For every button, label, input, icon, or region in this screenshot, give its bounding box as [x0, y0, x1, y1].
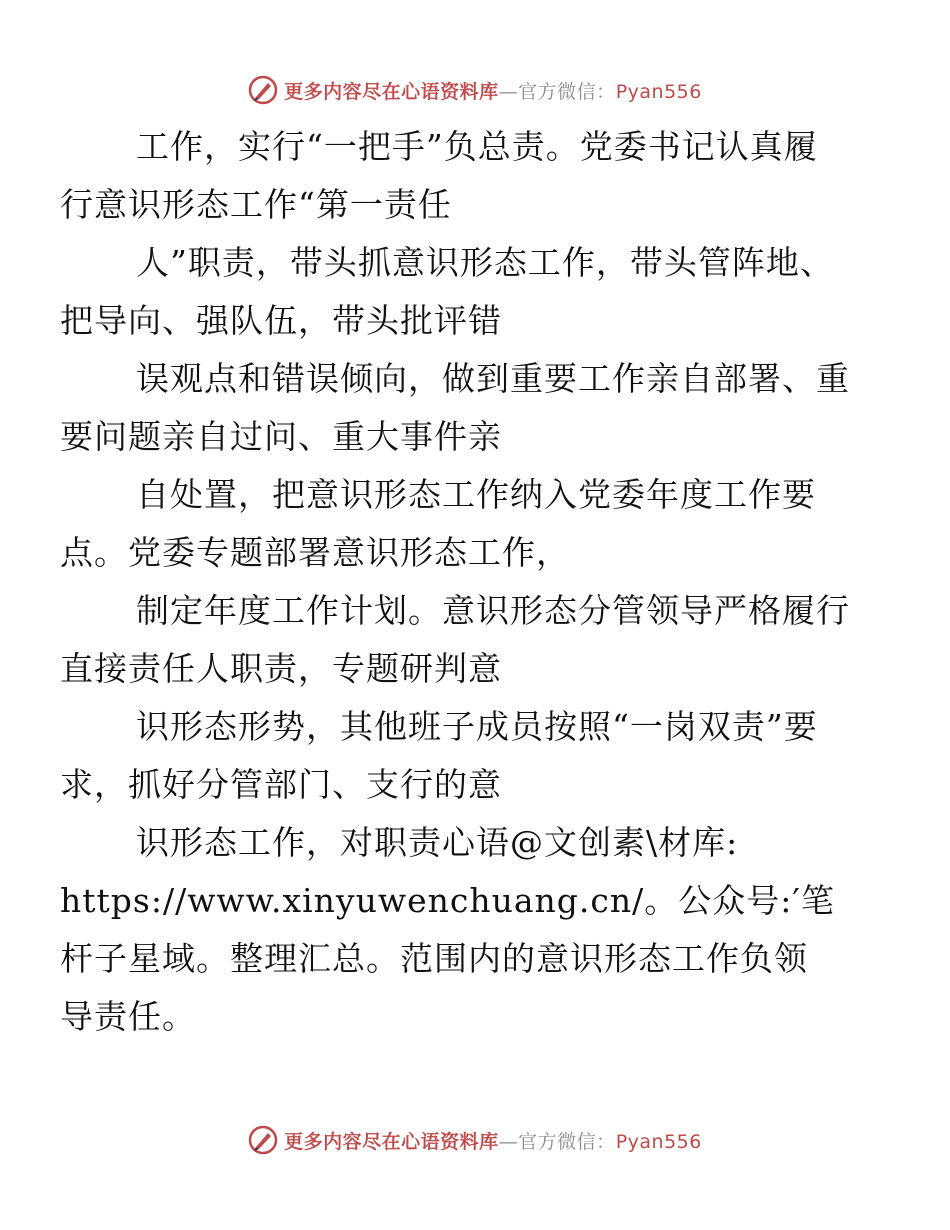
paragraph-1 [60, 118, 858, 234]
header-banner-label: 官方微信： [518, 80, 616, 103]
footer-banner-main: 更多内容尽在心语资料库 [284, 1130, 499, 1153]
text-line: 点。党委专题部署意识形态工作， [60, 533, 570, 572]
footer-banner [0, 1120, 950, 1160]
paragraph-6 [60, 698, 858, 814]
footer-banner-text [284, 1127, 702, 1154]
header-banner-main: 更多内容尽在心语资料库 [284, 80, 499, 103]
text-line: 要问题亲自过问、重大事件亲 [60, 417, 502, 456]
text-line: 杆子星域。整理汇总。范围内的意识形态工作负领 [60, 939, 808, 978]
text-line: 行意识形态工作“第一责任 [60, 185, 452, 224]
paragraph-7 [60, 814, 858, 1046]
paragraph-4 [60, 466, 858, 582]
footer-banner-id: Pyan556 [615, 1130, 702, 1153]
header-banner-dash: — [498, 80, 519, 103]
header-banner-text [284, 77, 702, 104]
document-body [60, 118, 858, 1046]
text-line: 自处置，把意识形态工作纳入党委年度工作要 [136, 475, 816, 514]
text-line: 识形态形势，其他班子成员按照“一岗双责”要 [136, 707, 818, 746]
text-line: 人”职责，带头抓意识形态工作，带头管阵地、 [136, 243, 834, 282]
quill-logo-icon [248, 1125, 278, 1155]
text-line: 工作，实行“一把手”负总责。党委书记认真履 [136, 127, 818, 166]
text-line: 制定年度工作计划。意识形态分管领导严格履行 [136, 591, 850, 630]
footer-banner-label: 官方微信： [518, 1130, 616, 1153]
paragraph-3 [60, 350, 858, 466]
text-line: 把导向、强队伍，带头批评错 [60, 301, 502, 340]
footer-banner-dash: — [498, 1130, 519, 1153]
header-banner [0, 70, 950, 110]
paragraph-5 [60, 582, 858, 698]
quill-logo-icon [248, 75, 278, 105]
text-line: 误观点和错误倾向，做到重要工作亲自部署、重 [136, 359, 850, 398]
text-line: 求，抓好分管部门、支行的意 [60, 765, 502, 804]
header-banner-id: Pyan556 [615, 80, 702, 103]
text-line: 直接责任人职责，专题研判意 [60, 649, 502, 688]
text-line: 识形态工作，对职责心语@文创素\材库: [136, 823, 739, 862]
text-line: https://www.xinyuwenchuang.cn/。公众号:′笔 [60, 881, 835, 920]
paragraph-2 [60, 234, 858, 350]
text-line: 导责任。 [60, 997, 196, 1036]
